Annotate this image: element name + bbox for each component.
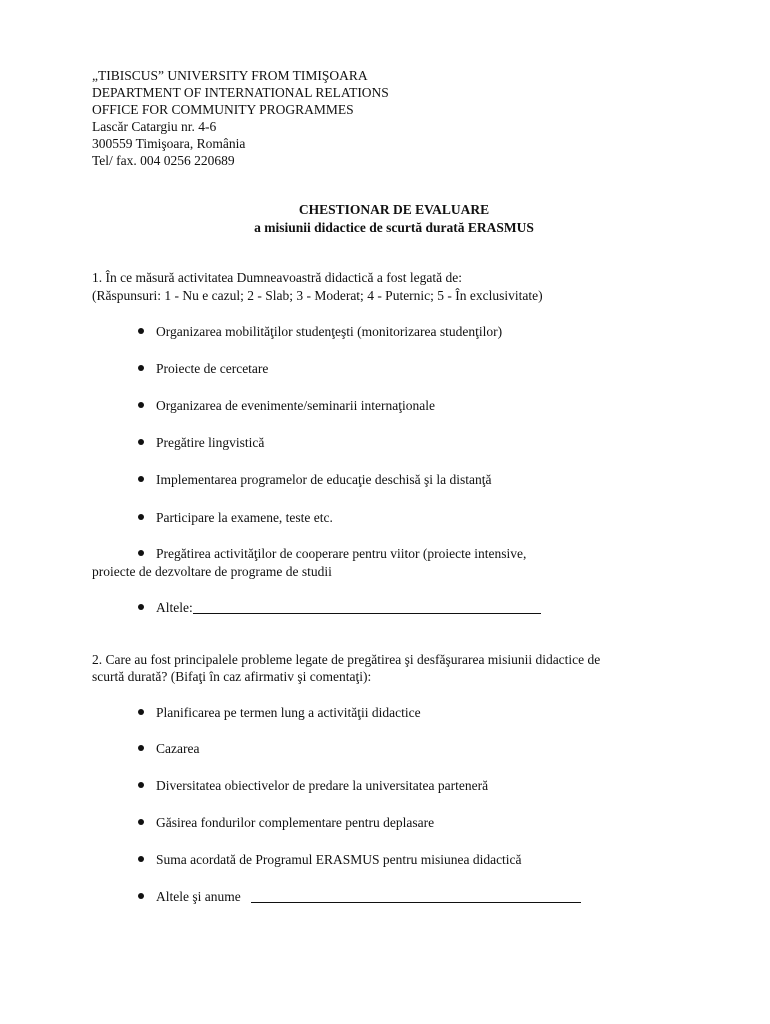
q2-item-label: Găsirea fondurilor complementare pentru deplasare <box>156 815 435 830</box>
q1-item-label: Organizarea de evenimente/seminarii internaţionale <box>156 398 435 413</box>
q2-other-item <box>138 889 581 906</box>
bullet-icon <box>138 328 144 334</box>
university-name: „TIBISCUS” UNIVERSITY FROM TIMIŞOARA <box>92 68 368 83</box>
institution-header <box>92 68 389 170</box>
q1-list-item <box>138 472 491 489</box>
form-title: CHESTIONAR DE EVALUARE <box>298 202 490 217</box>
q2-other-answer-line[interactable] <box>251 889 581 903</box>
q1-item-label: Pregătirea activităţilor de cooperare pentru viitor (proiecte intensive, <box>156 546 527 561</box>
bullet-icon <box>138 476 144 482</box>
bullet-icon <box>138 782 144 788</box>
street-address: Lascăr Catargiu nr. 4-6 <box>92 119 217 134</box>
bullet-icon <box>138 514 144 520</box>
bullet-icon <box>138 745 144 751</box>
q1-list-item <box>138 510 333 527</box>
question-1-scale: (Răspunsuri: 1 - Nu e cazul; 2 - Slab; 3 - Moderat; 4 - Puternic; 5 - În exclusivitate) <box>92 288 543 303</box>
q1-item-label: Proiecte de cercetare <box>156 361 269 376</box>
q1-list-item <box>138 361 268 378</box>
q1-list-item <box>138 398 435 415</box>
q1-other-label: Altele: <box>156 600 193 615</box>
q2-item-label: Cazarea <box>156 741 200 756</box>
q2-item-label: Planificarea pe termen lung a activităţii didactice <box>156 705 421 720</box>
q1-other-item <box>138 600 541 617</box>
q1-list-item-wrapped <box>138 546 526 563</box>
q2-list-item <box>138 741 199 758</box>
bullet-icon <box>138 893 144 899</box>
q1-item-label: Participare la examene, teste etc. <box>156 510 333 525</box>
bullet-icon <box>138 550 144 556</box>
office-name: OFFICE FOR COMMUNITY PROGRAMMES <box>92 102 354 117</box>
q2-other-label: Altele şi anume <box>156 889 241 904</box>
q1-item-label: Organizarea mobilităţilor studenţeşti (monitorizarea studenţilor) <box>156 324 503 339</box>
bullet-icon <box>138 604 144 610</box>
q1-item-label: Pregătire lingvistică <box>156 435 265 450</box>
city-address: 300559 Timişoara, România <box>92 136 246 151</box>
q1-other-answer-line[interactable] <box>193 600 541 614</box>
bullet-icon <box>138 365 144 371</box>
bullet-icon <box>138 402 144 408</box>
q1-item-label: Implementarea programelor de educaţie deschisă şi la distanţă <box>156 472 492 487</box>
q1-list-item <box>138 435 264 452</box>
q2-item-label: Suma acordată de Programul ERASMUS pentru misiunea didactică <box>156 852 522 867</box>
q1-list-item <box>138 324 502 341</box>
bullet-icon <box>138 709 144 715</box>
question-2-text: 2. Care au fost principalele probleme legate de pregătirea şi desfăşurarea misiunii didactice de <box>92 652 601 667</box>
bullet-icon <box>138 819 144 825</box>
question-2-text-continuation: scurtă durată? (Bifaţi în caz afirmativ şi comentaţi): <box>92 669 372 684</box>
question-1-text: 1. În ce măsură activitatea Dumneavoastră didactică a fost legată de: <box>92 270 462 285</box>
bullet-icon <box>138 439 144 445</box>
q2-list-item <box>138 705 421 722</box>
q2-list-item <box>138 815 434 832</box>
q1-item-label-continuation: proiecte de dezvoltare de programe de studii <box>92 564 332 579</box>
q2-list-item <box>138 778 488 795</box>
q2-list-item <box>138 852 522 869</box>
phone-fax: Tel/ fax. 004 0256 220689 <box>92 153 235 168</box>
department-name: DEPARTMENT OF INTERNATIONAL RELATIONS <box>92 85 389 100</box>
form-subtitle: a misiunii didactice de scurtă durată ERASMUS <box>254 220 534 235</box>
q2-item-label: Diversitatea obiectivelor de predare la universitatea parteneră <box>156 778 489 793</box>
bullet-icon <box>138 856 144 862</box>
